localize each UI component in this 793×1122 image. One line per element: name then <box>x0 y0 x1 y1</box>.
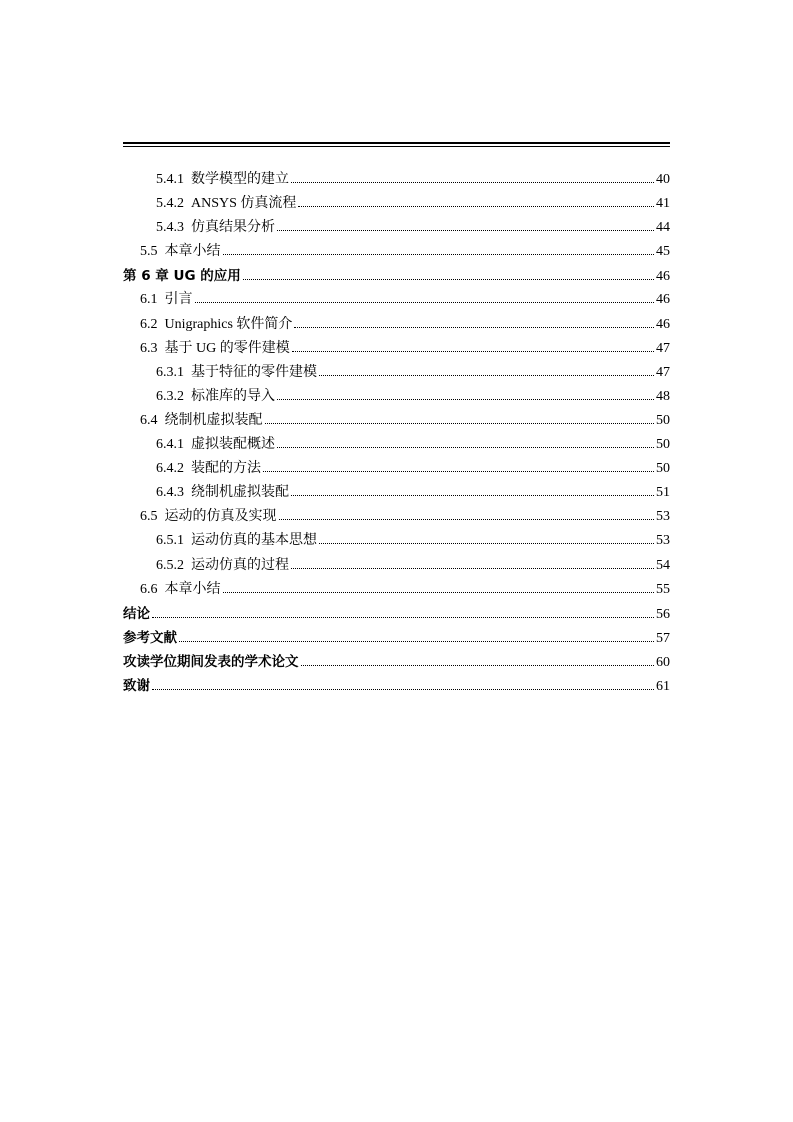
toc-entry-title: 标准库的导入 <box>191 388 275 404</box>
toc-leader-dots <box>265 423 655 424</box>
toc-entry[interactable] <box>123 240 670 264</box>
toc-leader-dots <box>195 302 655 303</box>
toc-entry-title: Unigraphics 软件简介 <box>164 316 293 332</box>
toc-entry-title: 装配的方法 <box>191 461 261 477</box>
toc-entry-page: 56 <box>656 606 670 622</box>
toc-entry-page: 48 <box>656 388 670 404</box>
toc-leader-dots <box>279 519 655 520</box>
toc-entry[interactable] <box>123 433 670 457</box>
toc-entry[interactable] <box>123 192 670 216</box>
toc-entry-page: 46 <box>656 316 670 332</box>
toc-leader-dots <box>277 399 654 400</box>
toc-leader-dots <box>179 641 654 642</box>
toc-entry-page: 50 <box>656 461 670 477</box>
header-rule-thin <box>123 146 670 147</box>
toc-entry-page: 61 <box>656 678 670 694</box>
toc-entry[interactable] <box>123 337 670 361</box>
toc-entry-number: 6.3.1 <box>156 364 184 380</box>
toc-entry-title: 绕制机虚拟装配 <box>164 412 263 428</box>
toc-entry-page: 45 <box>656 244 670 260</box>
toc-entry-page: 55 <box>656 581 670 597</box>
toc-leader-dots <box>319 375 654 376</box>
toc-entry-title: 数学模型的建立 <box>191 172 289 187</box>
toc-entry[interactable] <box>123 674 670 698</box>
toc-entry-number: 5.5 <box>140 244 158 260</box>
toc-entry-title: 运动仿真的过程 <box>191 557 289 573</box>
toc-leader-dots <box>277 447 654 448</box>
toc-entry[interactable] <box>123 264 670 288</box>
toc-entry-page: 51 <box>656 485 670 501</box>
toc-entry[interactable] <box>123 361 670 385</box>
toc-entry-page: 54 <box>656 557 670 573</box>
toc-entry-title: 运动的仿真及实现 <box>164 509 277 525</box>
toc-leader-dots <box>291 182 654 183</box>
toc-entry-page: 46 <box>656 292 670 308</box>
toc-entry-number: 6.3 <box>140 340 158 356</box>
toc-entry-page: 47 <box>656 364 670 380</box>
toc-entry-number: 6.4 <box>140 412 158 428</box>
table-of-contents <box>123 168 670 698</box>
toc-entry-number: 6.5 <box>140 509 158 525</box>
toc-entry[interactable] <box>123 578 670 602</box>
toc-leader-dots <box>277 230 654 231</box>
toc-leader-dots <box>319 543 654 544</box>
toc-entry-title: 本章小结 <box>164 244 221 260</box>
toc-entry-title: 参考文献 <box>123 629 177 646</box>
toc-entry[interactable] <box>123 650 670 674</box>
toc-entry[interactable] <box>123 457 670 481</box>
toc-entry[interactable] <box>123 168 670 192</box>
toc-entry[interactable] <box>123 481 670 505</box>
toc-leader-dots <box>263 471 654 472</box>
toc-entry[interactable] <box>123 626 670 650</box>
toc-entry[interactable] <box>123 505 670 529</box>
toc-entry[interactable] <box>123 409 670 433</box>
toc-entry[interactable] <box>123 385 670 409</box>
toc-entry[interactable] <box>123 216 670 240</box>
toc-entry-number: 6.1 <box>140 292 158 308</box>
toc-entry-number: 6.2 <box>140 316 158 332</box>
toc-entry[interactable] <box>123 602 670 626</box>
toc-entry-title: 致谢 <box>123 677 150 694</box>
toc-entry-title: 基于 UG 的零件建模 <box>164 340 290 356</box>
toc-entry[interactable] <box>123 529 670 553</box>
toc-entry-title: 绕制机虚拟装配 <box>191 485 289 501</box>
toc-leader-dots <box>291 568 654 569</box>
toc-entry-title: ANSYS 仿真流程 <box>191 196 297 212</box>
header-rule <box>123 142 670 144</box>
toc-entry-number: 6.5.2 <box>156 557 184 573</box>
toc-leader-dots <box>301 665 655 666</box>
toc-entry-title: 第 6 章 UG 的应用 <box>123 268 241 285</box>
toc-entry-number: 5.4.2 <box>156 196 184 212</box>
toc-entry-page: 50 <box>656 412 670 428</box>
toc-leader-dots <box>152 617 654 618</box>
toc-entry-number: 6.4.2 <box>156 461 184 477</box>
toc-entry-title: 仿真结果分析 <box>191 220 275 236</box>
toc-entry-page: 44 <box>656 220 670 236</box>
toc-leader-dots <box>292 351 654 352</box>
toc-leader-dots <box>223 592 655 593</box>
toc-entry-title: 基于特征的零件建模 <box>191 364 317 380</box>
toc-entry[interactable] <box>123 288 670 312</box>
toc-entry-page: 53 <box>656 533 670 549</box>
toc-entry-page: 60 <box>656 654 670 670</box>
toc-entry-page: 53 <box>656 509 670 525</box>
toc-leader-dots <box>298 206 654 207</box>
toc-entry-number: 6.4.1 <box>156 437 184 453</box>
toc-entry-page: 40 <box>656 172 670 187</box>
toc-leader-dots <box>152 689 654 690</box>
toc-entry-number: 5.4.3 <box>156 220 184 236</box>
toc-entry-number: 5.4.1 <box>156 172 184 187</box>
toc-entry-title: 攻读学位期间发表的学术论文 <box>123 653 299 670</box>
toc-entry-number: 6.5.1 <box>156 533 184 549</box>
toc-entry-page: 47 <box>656 340 670 356</box>
toc-entry[interactable] <box>123 313 670 337</box>
toc-entry-title: 结论 <box>123 605 150 622</box>
toc-entry-title: 虚拟装配概述 <box>191 437 275 453</box>
toc-leader-dots <box>223 254 655 255</box>
toc-entry-number: 6.4.3 <box>156 485 184 501</box>
toc-entry-page: 41 <box>656 196 670 212</box>
toc-leader-dots <box>294 327 654 328</box>
toc-entry-title: 运动仿真的基本思想 <box>191 533 317 549</box>
toc-leader-dots <box>291 495 654 496</box>
toc-entry-number: 6.3.2 <box>156 388 184 404</box>
toc-entry-title: 本章小结 <box>164 581 221 597</box>
toc-entry[interactable] <box>123 554 670 578</box>
toc-entry-title: 引言 <box>164 292 193 308</box>
toc-entry-page: 57 <box>656 630 670 646</box>
toc-entry-page: 46 <box>656 269 670 285</box>
toc-entry-number: 6.6 <box>140 581 158 597</box>
toc-leader-dots <box>243 279 654 280</box>
toc-entry-page: 50 <box>656 437 670 453</box>
